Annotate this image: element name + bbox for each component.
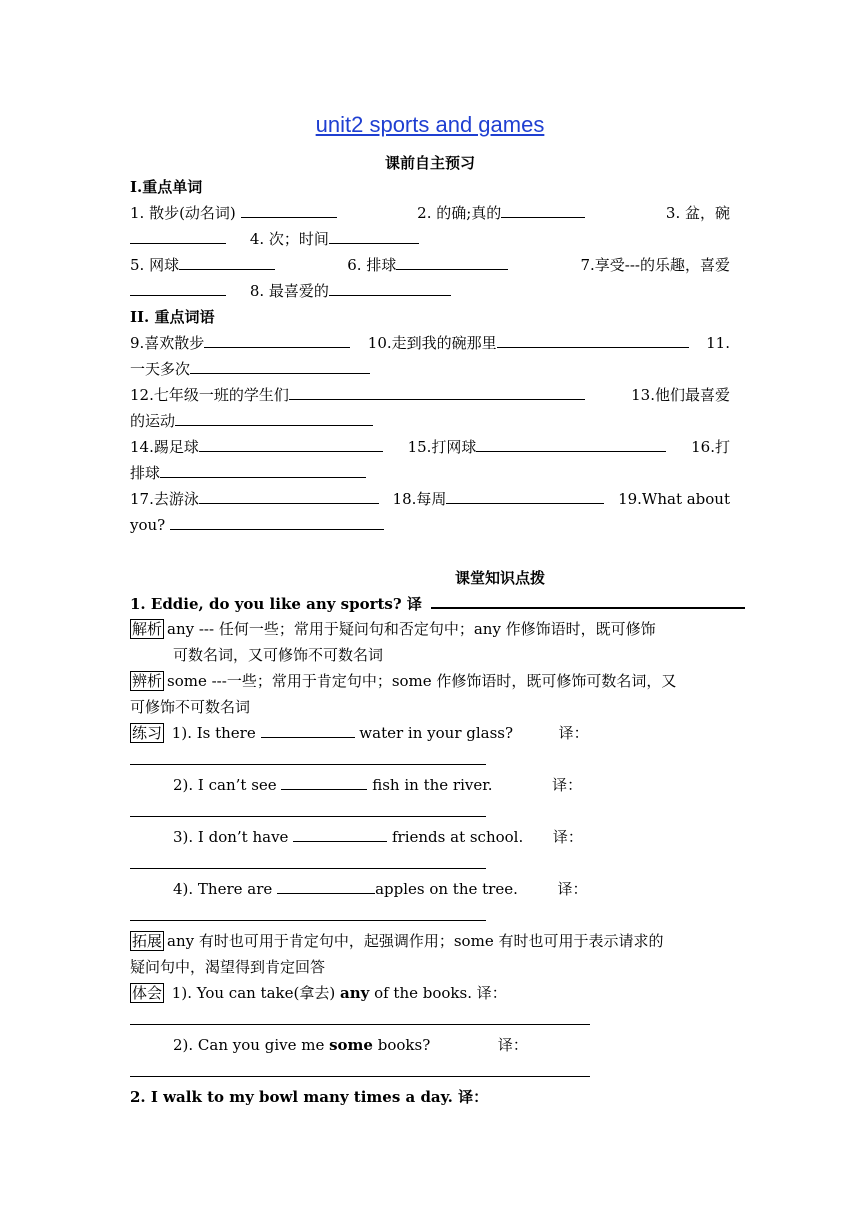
phrase-blank-17[interactable]: [199, 489, 379, 504]
vocab-row-1b: [130, 229, 730, 249]
phrase-item-17: 17.去游泳: [130, 490, 199, 508]
exercise-4-blank[interactable]: [277, 879, 375, 894]
tihui-2-c: books?: [372, 1036, 431, 1054]
exercise-2-b: fish in the river.: [372, 776, 493, 794]
phrase-item-16b: 排球: [130, 464, 161, 482]
exercise-1-blank[interactable]: [261, 723, 355, 738]
vocab-row-1: [130, 203, 730, 223]
tihui-1-answer-line[interactable]: [130, 1024, 590, 1025]
phrase-item-11b: 一天多次: [130, 360, 191, 378]
phrase-item-13b: 的运动: [130, 412, 176, 430]
tihui-1-c: of the books. 译：: [369, 984, 507, 1002]
phrase-blank-14[interactable]: [199, 437, 383, 452]
phrase-row-1: [130, 333, 730, 353]
exercise-3-b: friends at school.: [392, 828, 524, 846]
tuozhan-tag: 拓展: [132, 932, 163, 950]
jiexi-text-1: any --- 任何一些；常用于疑问句和否定句中；any 作修饰语时，既可修饰: [167, 620, 656, 638]
question-1: [130, 593, 730, 614]
jiexi-text-2: 可数名词，又可修饰不可数名词: [173, 646, 384, 664]
phrase-item-19b: you?: [130, 516, 166, 534]
phrase-item-13: 13.他们最喜爱: [631, 386, 730, 404]
vocab-item-1: 1. 散步(动名词): [130, 204, 236, 222]
exercise-2-answer-line[interactable]: [130, 816, 486, 817]
phrase-blank-13[interactable]: [175, 411, 373, 426]
vocab-item-5: 5. 网球: [130, 256, 180, 274]
exercise-3-answer-line[interactable]: [130, 868, 486, 869]
exercise-3-yi: 译：: [552, 828, 583, 846]
tihui-2-answer-line[interactable]: [130, 1076, 590, 1077]
vocab-blank-2[interactable]: [501, 203, 585, 218]
phrase-row-3b: [130, 463, 730, 483]
exercise-4-a: 4). There are: [173, 880, 273, 898]
exercise-2-blank[interactable]: [281, 775, 367, 790]
phrase-item-14: 14.踢足球: [130, 438, 199, 456]
vocab-item-2: 2. 的确;真的: [417, 204, 502, 222]
phrase-row-4: [130, 489, 730, 509]
vocab-item-3: 3. 盆，碗: [665, 204, 730, 222]
exercise-2: [130, 775, 730, 795]
phrase-blank-9[interactable]: [204, 333, 350, 348]
phrase-item-12: 12.七年级一班的学生们: [130, 386, 289, 404]
vocab-blank-1[interactable]: [241, 203, 337, 218]
tihui-tag: 体会: [132, 984, 163, 1002]
vocab-row-2: [130, 255, 730, 275]
phrase-blank-15[interactable]: [476, 437, 666, 452]
exercise-1-a: 1). Is there: [171, 724, 256, 742]
bianxi-text-1: some ---一些；常用于肯定句中；some 作修饰语时，既可修饰可数名词，又: [167, 672, 677, 690]
tuozhan-text-2: 疑问句中，渴望得到肯定回答: [130, 958, 326, 976]
question-1-text: 1. Eddie, do you like any sports? 译: [130, 595, 422, 613]
jiexi-line-1: [130, 619, 730, 639]
lianxi-tag: 练习: [132, 724, 163, 742]
phrase-item-9: 9.喜欢散步: [130, 334, 205, 352]
phrase-item-10: 10.走到我的碗那里: [367, 334, 497, 352]
vocab-blank-5[interactable]: [179, 255, 275, 270]
exercise-3-a: 3). I don’t have: [173, 828, 289, 846]
tuozhan-text-1: any 有时也可用于肯定句中，起强调作用；some 有时也可用于表示请求的: [167, 932, 664, 950]
phrase-blank-10[interactable]: [497, 333, 689, 348]
phrase-item-11: 11.: [706, 334, 730, 352]
exercise-4-b: apples on the tree.: [375, 880, 518, 898]
jiexi-tag: 解析: [132, 620, 163, 638]
question-1-blank[interactable]: [431, 593, 745, 609]
vocab-blank-3[interactable]: [130, 229, 226, 244]
question-2: 2. I walk to my bowl many times a day. 译：: [130, 1088, 489, 1106]
phrase-blank-19[interactable]: [170, 515, 384, 530]
phrase-row-2: [130, 385, 730, 405]
classroom-heading: 课堂知识点拨: [454, 569, 545, 587]
exercise-3: [130, 827, 730, 847]
section2-heading: II. 重点词语: [130, 308, 215, 326]
vocab-item-7: 7.享受---的乐趣，喜爱: [580, 256, 730, 274]
exercise-1-b: water in your glass?: [359, 724, 514, 742]
tihui-2: [130, 1035, 730, 1055]
tihui-2-some: some: [329, 1036, 373, 1054]
bianxi-line-1: [130, 671, 730, 691]
tuozhan-line-1: [130, 931, 730, 951]
section1-heading: I.重点单词: [130, 178, 203, 196]
bianxi-text-2: 可修饰不可数名词: [130, 698, 251, 716]
exercise-4-yi: 译：: [557, 880, 588, 898]
phrase-item-18: 18.每周: [392, 490, 447, 508]
vocab-blank-4[interactable]: [329, 229, 419, 244]
bianxi-tag: 辨析: [132, 672, 163, 690]
tihui-1: [130, 983, 730, 1003]
tihui-1-a: 1). You can take(拿去): [171, 984, 340, 1002]
phrase-blank-16[interactable]: [160, 463, 366, 478]
vocab-blank-8[interactable]: [329, 281, 451, 296]
document-title[interactable]: unit2 sports and games: [315, 112, 545, 137]
vocab-item-6: 6. 排球: [347, 256, 397, 274]
phrase-item-19: 19.What about: [618, 490, 730, 508]
phrase-blank-18[interactable]: [446, 489, 604, 504]
phrase-blank-12[interactable]: [289, 385, 585, 400]
exercise-4-answer-line[interactable]: [130, 920, 486, 921]
exercise-1-yi: 译：: [558, 724, 589, 742]
exercise-2-a: 2). I can’t see: [173, 776, 277, 794]
exercise-2-yi: 译：: [552, 776, 583, 794]
phrase-row-1b: [130, 359, 730, 379]
vocab-blank-7[interactable]: [130, 281, 226, 296]
phrase-blank-11[interactable]: [190, 359, 370, 374]
exercise-1: [130, 723, 730, 743]
vocab-row-2b: [130, 281, 730, 301]
exercise-1-answer-line[interactable]: [130, 764, 486, 765]
vocab-item-8: 8. 最喜爱的: [249, 282, 329, 300]
vocab-item-4: 4. 次；时间: [249, 230, 329, 248]
phrase-row-3: [130, 437, 730, 457]
tihui-1-any: any: [339, 984, 370, 1002]
phrase-row-4b: [130, 515, 730, 535]
phrase-item-15: 15.打网球: [407, 438, 477, 456]
tihui-2-a: 2). Can you give me: [173, 1036, 330, 1054]
phrase-row-2b: [130, 411, 730, 431]
tihui-2-yi: 译：: [497, 1036, 528, 1054]
exercise-3-blank[interactable]: [293, 827, 387, 842]
document-subtitle: 课前自主预习: [384, 154, 475, 172]
exercise-4: [130, 879, 730, 899]
phrase-item-16: 16.打: [691, 438, 730, 456]
vocab-blank-6[interactable]: [396, 255, 508, 270]
